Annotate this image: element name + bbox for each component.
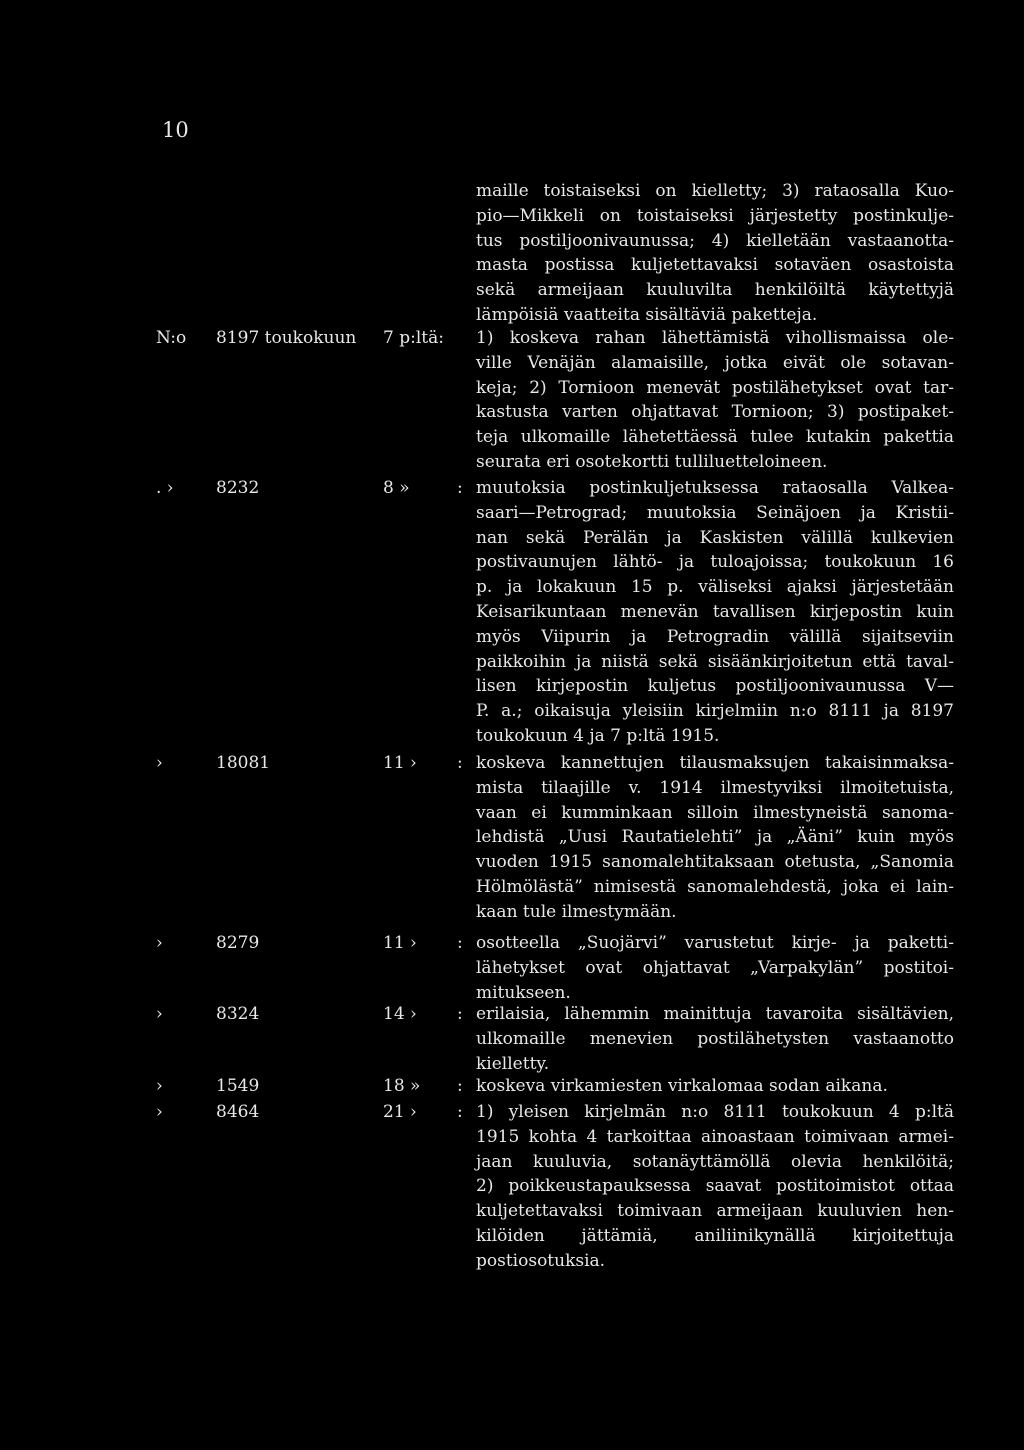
- text-line: [0, 1001, 1024, 1027]
- entry-text: seurata eri osotekortti tulliluetteloineen.: [476, 452, 828, 472]
- entry-text: lämpöisiä vaatteita sisältäviä paketteja.: [476, 305, 818, 325]
- entry-prefix: ›: [156, 753, 163, 773]
- entry-text: ville Venäjän alamaisille, jotka eivät ole sotavan-: [476, 352, 954, 373]
- text-line: [0, 449, 1024, 475]
- entry-text: P. a.; oikaisuja yleisiin kirjelmiin n:o 8111 ja 8197: [476, 701, 954, 722]
- entry-text: kaan tule ilmestymään.: [476, 901, 677, 922]
- text-line: [0, 1223, 1024, 1249]
- text-line: [0, 723, 1024, 749]
- entry-text: lehdistä „Uusi Rautatielehti” ja „Ääni” kuin myös: [476, 827, 954, 848]
- entry-text: muutoksia postinkuljetuksessa rataosalla Valkea-: [476, 478, 954, 498]
- text-line: [0, 1198, 1024, 1224]
- entry-text: maille toistaiseksi on kielletty; 3) rataosalla Kuo-: [476, 181, 954, 201]
- entry-prefix: . ›: [156, 478, 174, 498]
- text-line: [0, 955, 1024, 981]
- text-line: [0, 277, 1024, 303]
- text-line: [0, 475, 1024, 501]
- text-line: [0, 930, 1024, 956]
- entry-text: paikkoihin ja niistä sekä sisäänkirjoitetun että taval-: [476, 651, 954, 672]
- entry-text: postivaunujen lähtö- ja tuloajoissa; toukokuun 16: [476, 552, 954, 573]
- text-line: [0, 574, 1024, 600]
- text-line: [0, 252, 1024, 278]
- entry-number: 8232: [216, 478, 260, 498]
- entry-text: vaan ei kumminkaan silloin ilmestyneistä sanoma-: [476, 802, 954, 823]
- entry-separator: :: [457, 753, 463, 773]
- entry-text: masta postissa kuljetettavaksi sotaväen osastoista: [476, 255, 954, 276]
- entry-prefix: ›: [156, 1076, 163, 1096]
- entry-text: koskeva kannettujen tilausmaksujen takaisinmaksa-: [476, 753, 954, 773]
- entry-number: 18081: [216, 753, 271, 773]
- text-line: [0, 1099, 1024, 1125]
- entry-text: myös Viipurin ja Petrogradin välillä sijaitseviin: [476, 626, 954, 647]
- text-line: [0, 649, 1024, 675]
- text-line: [0, 325, 1024, 351]
- entry-number: 8197 toukokuun: [216, 328, 357, 348]
- entry-separator: :: [457, 933, 463, 953]
- entry-text: sekä armeijaan kuuluvilta henkilöiltä käytettyjä: [476, 280, 954, 301]
- entry-text: p. ja lokakuun 15 p. väliseksi ajaksi järjestetään: [476, 577, 954, 598]
- entry-text: 2) poikkeustapauksessa saavat postitoimistot ottaa: [476, 1176, 954, 1197]
- entry-text: kielletty.: [476, 1053, 550, 1074]
- entry-text: ulkomaille menevien postilähetysten vastaanotto: [476, 1028, 954, 1049]
- entry-text: 1) yleisen kirjelmän n:o 8111 toukokuun 4 p:ltä: [476, 1102, 954, 1122]
- entry-prefix: ›: [156, 1102, 163, 1122]
- text-line: [0, 549, 1024, 575]
- text-line: [0, 599, 1024, 625]
- text-line: [0, 178, 1024, 204]
- text-line: [0, 525, 1024, 551]
- entry-text: teja ulkomaille lähetettäessä tulee kutakin pakettia: [476, 427, 954, 448]
- text-line: [0, 1124, 1024, 1150]
- entry-text: pio—Mikkeli on toistaiseksi järjestetty postinkulje-: [476, 205, 954, 226]
- text-line: [0, 673, 1024, 699]
- text-line: [0, 698, 1024, 724]
- entry-text: keja; 2) Tornioon menevät postilähetykset ovat tar-: [476, 377, 954, 398]
- entry-text: lähetykset ovat ohjattavat „Varpakylän” postitoi-: [476, 957, 954, 978]
- entry-prefix: ›: [156, 1004, 163, 1024]
- entry-text: vuoden 1915 sanomalehtitaksaan otetusta, „Sanomia: [476, 852, 954, 873]
- text-line: [0, 399, 1024, 425]
- text-line: [0, 203, 1024, 229]
- entry-text: jaan kuuluvia, sotanäyttämöllä olevia henkilöitä;: [476, 1151, 954, 1172]
- entry-prefix: ›: [156, 933, 163, 953]
- text-line: [0, 1173, 1024, 1199]
- entry-date: 11 ›: [383, 933, 417, 953]
- entry-number: 8464: [216, 1102, 260, 1122]
- text-line: [0, 500, 1024, 526]
- entry-number: 8324: [216, 1004, 260, 1024]
- text-line: [0, 228, 1024, 254]
- entry-text: 1) koskeva rahan lähettämistä vihollismaissa ole-: [476, 328, 954, 348]
- entry-separator: :: [457, 478, 463, 498]
- text-line: [0, 849, 1024, 875]
- entry-text: Keisarikuntaan menevän tavallisen kirjepostin kuin: [476, 602, 954, 622]
- text-line: [0, 1149, 1024, 1175]
- text-line: [0, 424, 1024, 450]
- entry-text: osotteella „Suojärvi” varustetut kirje- ja paketti-: [476, 933, 954, 953]
- text-line: [0, 874, 1024, 900]
- entry-prefix: N:o: [156, 328, 187, 348]
- entry-text: kastusta varten ohjattavat Tornioon; 3) postipaket-: [476, 402, 954, 423]
- text-line: [0, 1073, 1024, 1099]
- entry-date: 8 »: [383, 478, 410, 498]
- entry-separator: :: [457, 1004, 463, 1024]
- entry-text: nan sekä Perälän ja Kaskisten välillä kulkevien: [476, 527, 954, 548]
- text-line: [0, 350, 1024, 376]
- entry-text: erilaisia, lähemmin mainittuja tavaroita sisältävien,: [476, 1004, 954, 1024]
- entry-text: 1915 kohta 4 tarkoittaa ainoastaan toimivaan armei-: [476, 1126, 954, 1147]
- entry-text: kilöiden jättämiä, aniliinikynällä kirjoitettuja: [476, 1226, 954, 1246]
- entry-text: koskeva virkamiesten virkalomaa sodan aikana.: [476, 1076, 888, 1096]
- text-line: [0, 375, 1024, 401]
- entry-separator: :: [457, 1102, 463, 1122]
- text-line: [0, 899, 1024, 925]
- text-line: [0, 750, 1024, 776]
- entry-text: mitukseen.: [476, 982, 571, 1003]
- entry-separator: :: [457, 1076, 463, 1096]
- page-number: 10: [162, 118, 189, 142]
- entry-text: lisen kirjepostin kuljetus postiljoonivaunussa V—: [476, 676, 954, 697]
- text-line: [0, 775, 1024, 801]
- entry-text: postiosotuksia.: [476, 1250, 606, 1271]
- entry-text: saari—Petrograd; muutoksia Seinäjoen ja Kristii-: [476, 502, 954, 523]
- text-line: [0, 1026, 1024, 1052]
- entry-number: 8279: [216, 933, 260, 953]
- text-line: [0, 824, 1024, 850]
- entry-text: toukokuun 4 ja 7 p:ltä 1915.: [476, 726, 720, 746]
- entry-text: tus postiljoonivaunussa; 4) kielletään vastaanotta-: [476, 230, 954, 251]
- entry-date: 21 ›: [383, 1102, 417, 1122]
- text-line: [0, 800, 1024, 826]
- entry-date: 14 ›: [383, 1004, 417, 1024]
- text-line: [0, 624, 1024, 650]
- entry-text: Hölmölästä” nimisestä sanomalehdestä, joka ei lain-: [476, 877, 954, 897]
- entry-date: 7 p:ltä:: [383, 328, 444, 348]
- text-line: [0, 1248, 1024, 1274]
- entry-date: 11 ›: [383, 753, 417, 773]
- entry-date: 18 »: [383, 1076, 421, 1096]
- entry-text: mista tilaajille v. 1914 ilmestyviksi ilmoitetuista,: [476, 777, 954, 798]
- entry-text: kuljetettavaksi toimivaan armeijaan kuuluvien hen-: [476, 1201, 954, 1222]
- entry-number: 1549: [216, 1076, 260, 1096]
